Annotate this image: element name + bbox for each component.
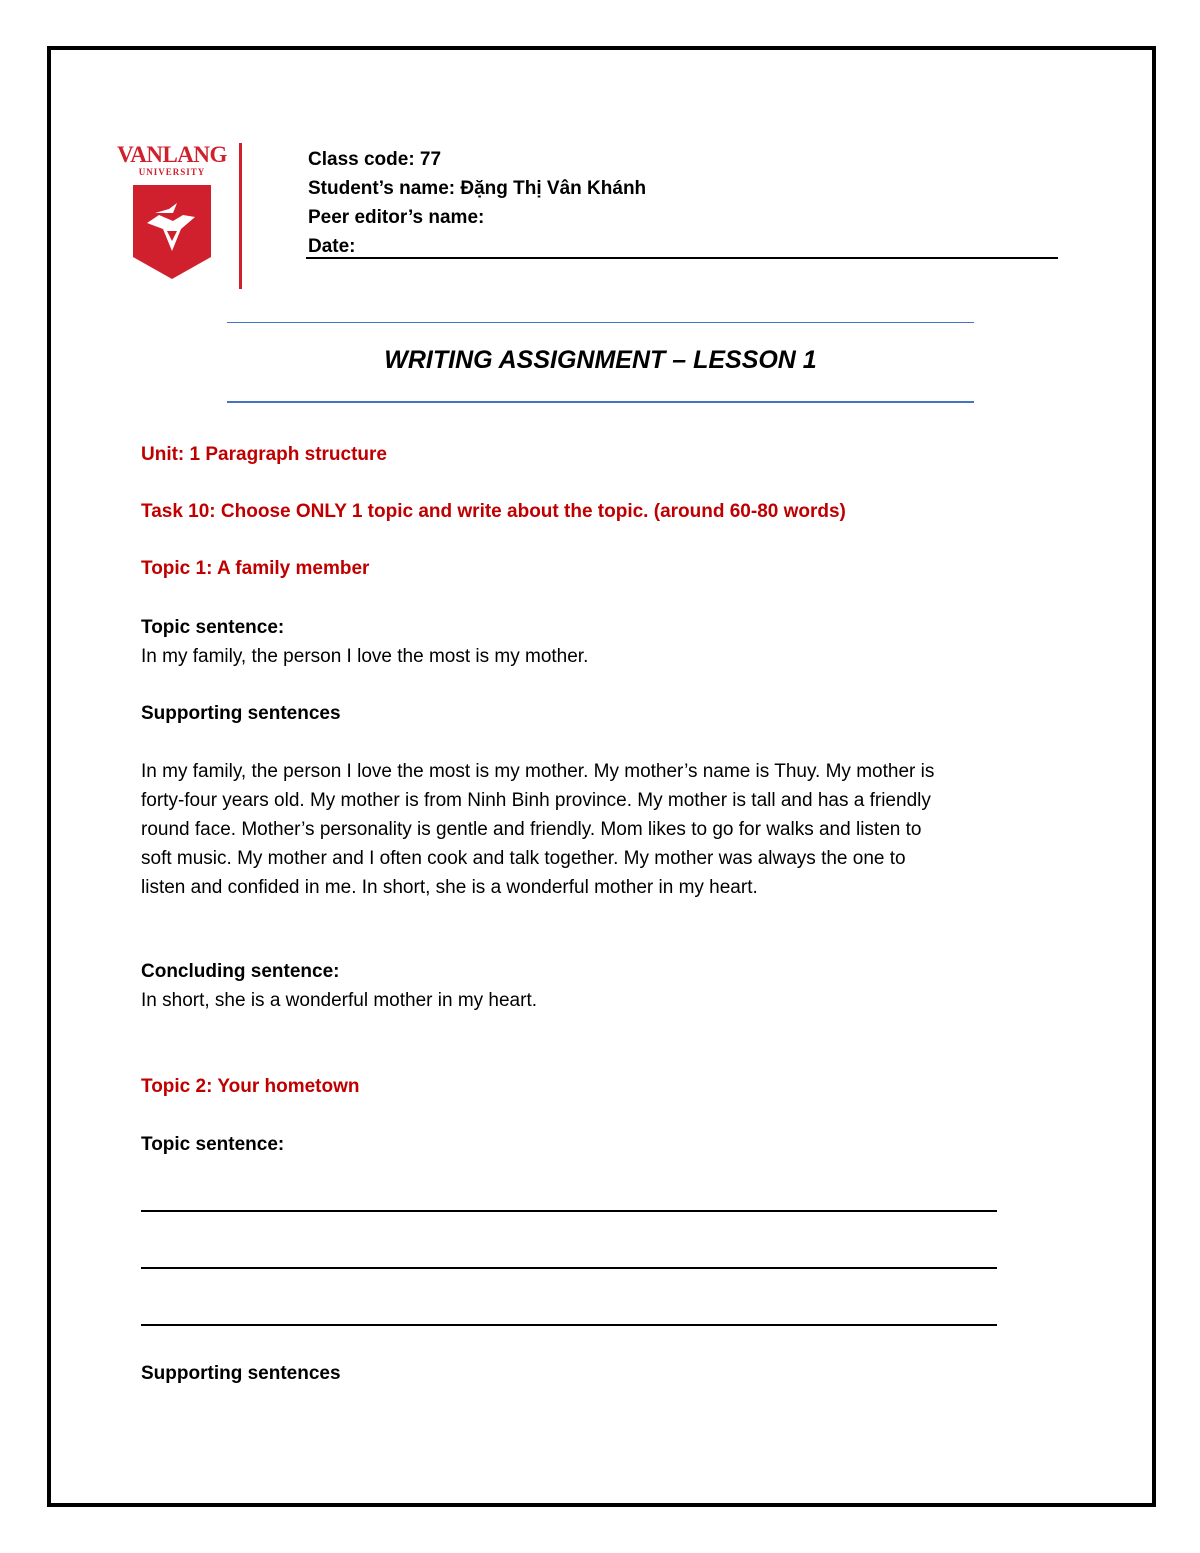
paragraph-line: round face. Mother’s personality is gentle and friendly. Mom likes to go for walks and listen to	[141, 819, 922, 840]
task-heading: Task 10: Choose ONLY 1 topic and write about the topic. (around 60-80 words)	[141, 501, 846, 522]
paragraph-line: soft music. My mother and I often cook and talk together. My mother was always the one to	[141, 848, 906, 869]
topic1-topic-sentence-label: Topic sentence:	[141, 617, 285, 638]
unit-heading: Unit: 1 Paragraph structure	[141, 444, 387, 465]
class-code: Class code: 77	[308, 149, 442, 170]
topic1-heading: Topic 1: A family member	[141, 558, 370, 579]
logo-divider	[239, 143, 242, 289]
header-rule	[306, 257, 1058, 259]
paragraph-line: listen and confided in me. In short, she is a wonderful mother in my heart.	[141, 877, 758, 898]
university-logo	[112, 143, 242, 289]
topic1-topic-sentence: In my family, the person I love the most is my mother.	[141, 646, 589, 667]
topic2-heading: Topic 2: Your hometown	[141, 1076, 360, 1097]
topic2-supporting-label: Supporting sentences	[141, 1363, 341, 1384]
student-info	[308, 145, 646, 261]
student-name: Student’s name: Đặng Thị Vân Khánh	[308, 178, 647, 199]
topic1-paragraph	[141, 757, 934, 902]
topic1-concluding-label: Concluding sentence:	[141, 961, 340, 982]
writing-line[interactable]	[141, 1267, 997, 1269]
writing-line[interactable]	[141, 1324, 997, 1326]
paragraph-line: forty-four years old. My mother is from Ninh Binh province. My mother is tall and has a friendly	[141, 790, 931, 811]
topic1-supporting-label: Supporting sentences	[141, 703, 341, 724]
writing-line[interactable]	[141, 1210, 997, 1212]
logo-subtitle: UNIVERSITY	[138, 167, 206, 177]
topic1-concluding-sentence: In short, she is a wonderful mother in my heart.	[141, 990, 538, 1011]
topic2-topic-sentence-label: Topic sentence:	[141, 1134, 285, 1155]
paragraph-line: In my family, the person I love the most is my mother. My mother’s name is Thuy. My mother is	[141, 761, 935, 782]
logo-wordmark: VANLANG	[117, 142, 227, 167]
title-rule-top	[227, 322, 974, 323]
date-field: Date:	[308, 236, 356, 257]
page-title: WRITING ASSIGNMENT – LESSON 1	[384, 346, 817, 374]
peer-editor-name: Peer editor’s name:	[308, 207, 485, 228]
title-rule-bottom	[227, 401, 974, 403]
shield-icon	[133, 185, 211, 279]
